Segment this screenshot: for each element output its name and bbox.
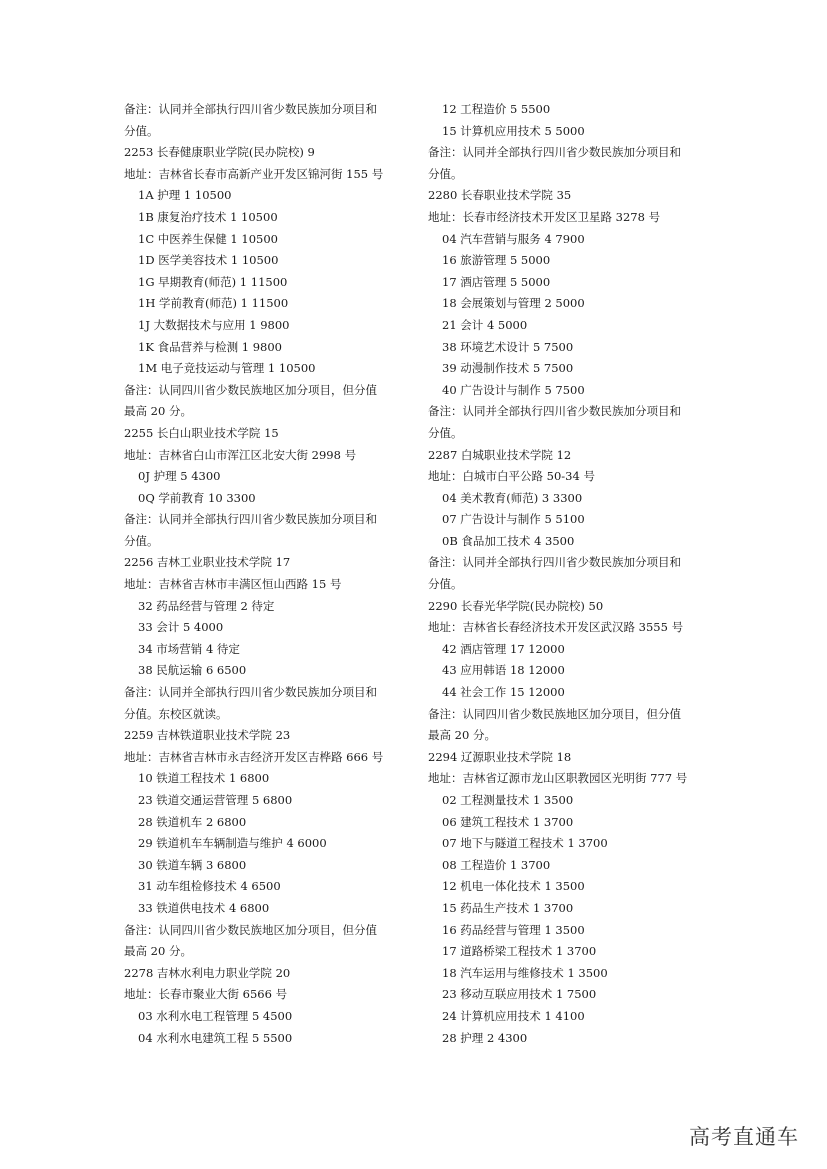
remark-line: 分值。 [428,425,463,440]
major-row: 12 工程造价 5 5500 [442,102,551,116]
remark-line: 最高 20 分。 [124,404,192,419]
remark-line: 备注：认同并全部执行四川省少数民族加分项目和 [124,102,377,116]
school-heading: 2280 长春职业技术学院 35 [428,188,572,203]
major-row: 1C 中医养生保健 1 10500 [138,231,278,246]
major-row: 1G 早期教育(师范) 1 11500 [138,274,288,289]
school-heading: 2256 吉林工业职业技术学院 17 [124,555,291,570]
remark-line: 最高 20 分。 [124,944,192,959]
major-row: 38 民航运输 6 6500 [138,663,247,678]
left-column [124,99,414,1049]
major-row: 15 药品生产技术 1 3700 [442,900,574,915]
major-row: 10 铁道工程技术 1 6800 [138,771,270,786]
major-row: 33 会计 5 4000 [138,620,224,635]
remark-line: 备注：认同并全部执行四川省少数民族加分项目和 [428,555,681,570]
major-row: 07 地下与隧道工程技术 1 3700 [442,836,608,851]
school-address: 地址：吉林省吉林市永吉经济开发区吉桦路 666 号 [124,749,384,764]
major-row: 15 计算机应用技术 5 5000 [442,123,585,138]
major-row: 29 铁道机车车辆制造与维护 4 6000 [138,836,327,851]
school-address: 地址：吉林省辽源市龙山区职教园区光明街 777 号 [428,771,688,786]
major-row: 06 建筑工程技术 1 3700 [442,814,574,829]
major-row: 40 广告设计与制作 5 7500 [442,382,585,397]
major-row: 23 移动互联应用技术 1 7500 [442,987,597,1002]
remark-line: 分值。 [428,577,463,592]
major-row: 23 铁道交通运营管理 5 6800 [138,793,293,807]
school-address: 地址：白城市白平公路 50-34 号 [428,469,595,484]
major-row: 31 动车组检修技术 4 6500 [138,879,281,894]
major-row: 0Q 学前教育 10 3300 [138,490,256,505]
major-row: 1A 护理 1 10500 [138,188,232,203]
major-row: 02 工程测量技术 1 3500 [442,793,574,807]
major-row: 0J 护理 5 4300 [138,469,221,484]
major-row: 12 机电一体化技术 1 3500 [442,879,585,894]
major-row: 1K 食品营养与检测 1 9800 [138,339,282,354]
remark-line: 备注：认同四川省少数民族地区加分项目，但分值 [124,382,377,397]
major-row: 21 会计 4 5000 [442,317,528,332]
major-row: 16 旅游管理 5 5000 [442,253,551,268]
major-row: 32 药品经营与管理 2 待定 [138,598,275,613]
major-row: 44 社会工作 15 12000 [442,685,565,700]
major-row: 16 药品经营与管理 1 3500 [442,922,585,937]
major-row: 43 应用韩语 18 12000 [442,663,565,678]
major-row: 04 美术教育(师范) 3 3300 [442,490,583,505]
major-row: 30 铁道车辆 3 6800 [138,857,247,872]
major-row: 03 水利水电工程管理 5 4500 [138,1008,293,1023]
major-row: 1J 大数据技术与应用 1 9800 [138,317,290,332]
school-address: 地址：吉林省吉林市丰满区恒山西路 15 号 [124,577,342,592]
major-row: 08 工程造价 1 3700 [442,857,551,872]
major-row: 28 护理 2 4300 [442,1030,528,1045]
remark-line: 最高 20 分。 [428,728,496,743]
right-column [428,99,718,1049]
major-row: 18 会展策划与管理 2 5000 [442,296,585,311]
school-heading: 2255 长白山职业技术学院 15 [124,425,279,440]
major-row: 1B 康复治疗技术 1 10500 [138,209,278,224]
major-row: 17 酒店管理 5 5000 [442,274,551,289]
major-row: 18 汽车运用与维修技术 1 3500 [442,965,608,980]
major-row: 0B 食品加工技术 4 3500 [442,533,575,548]
major-row: 33 铁道供电技术 4 6800 [138,900,270,915]
remark-line: 分值。 [428,166,463,181]
remark-line: 备注：认同四川省少数民族地区加分项目，但分值 [428,706,681,721]
school-address: 地址：长春市经济技术开发区卫星路 3278 号 [428,209,661,224]
school-heading: 2294 辽源职业技术学院 18 [428,749,572,764]
remark-line: 分值。 [124,123,159,138]
school-heading: 2278 吉林水利电力职业学院 20 [124,965,291,980]
remark-line: 备注：认同四川省少数民族地区加分项目，但分值 [124,922,377,937]
remark-line: 备注：认同并全部执行四川省少数民族加分项目和 [124,512,377,527]
major-row: 39 动漫制作技术 5 7500 [442,361,574,376]
major-row: 28 铁道机车 2 6800 [138,814,247,829]
major-row: 07 广告设计与制作 5 5100 [442,512,585,527]
major-row: 1M 电子竞技运动与管理 1 10500 [138,361,316,376]
school-address: 地址：长春市聚业大街 6566 号 [124,987,288,1002]
major-row: 38 环境艺术设计 5 7500 [442,339,574,354]
school-heading: 2290 长春光华学院(民办院校) 50 [428,598,604,613]
remark-line: 备注：认同并全部执行四川省少数民族加分项目和 [428,404,681,419]
major-row: 04 汽车营销与服务 4 7900 [442,231,585,246]
major-row: 34 市场营销 4 待定 [138,641,240,656]
major-row: 1H 学前教育(师范) 1 11500 [138,296,289,311]
major-row: 42 酒店管理 17 12000 [442,641,565,656]
school-heading: 2259 吉林铁道职业技术学院 23 [124,728,291,743]
school-heading: 2287 白城职业技术学院 12 [428,447,572,462]
major-row: 04 水利水电建筑工程 5 5500 [138,1030,293,1045]
major-row: 1D 医学美容技术 1 10500 [138,253,279,268]
school-address: 地址：吉林省长春市高新产业开发区锦河街 155 号 [124,166,384,181]
remark-line: 备注：认同并全部执行四川省少数民族加分项目和 [124,685,377,700]
watermark-logo: 高考直通车 [689,1125,799,1149]
school-address: 地址：吉林省长春经济技术开发区武汉路 3555 号 [428,620,684,635]
school-heading: 2253 长春健康职业学院(民办院校) 9 [124,145,315,160]
remark-line: 分值。 [124,533,159,548]
remark-line: 分值。东校区就读。 [124,706,228,721]
major-row: 17 道路桥梁工程技术 1 3700 [442,944,597,959]
major-row: 24 计算机应用技术 1 4100 [442,1008,585,1023]
school-address: 地址：吉林省白山市浑江区北安大街 2998 号 [124,447,357,462]
remark-line: 备注：认同并全部执行四川省少数民族加分项目和 [428,145,681,160]
